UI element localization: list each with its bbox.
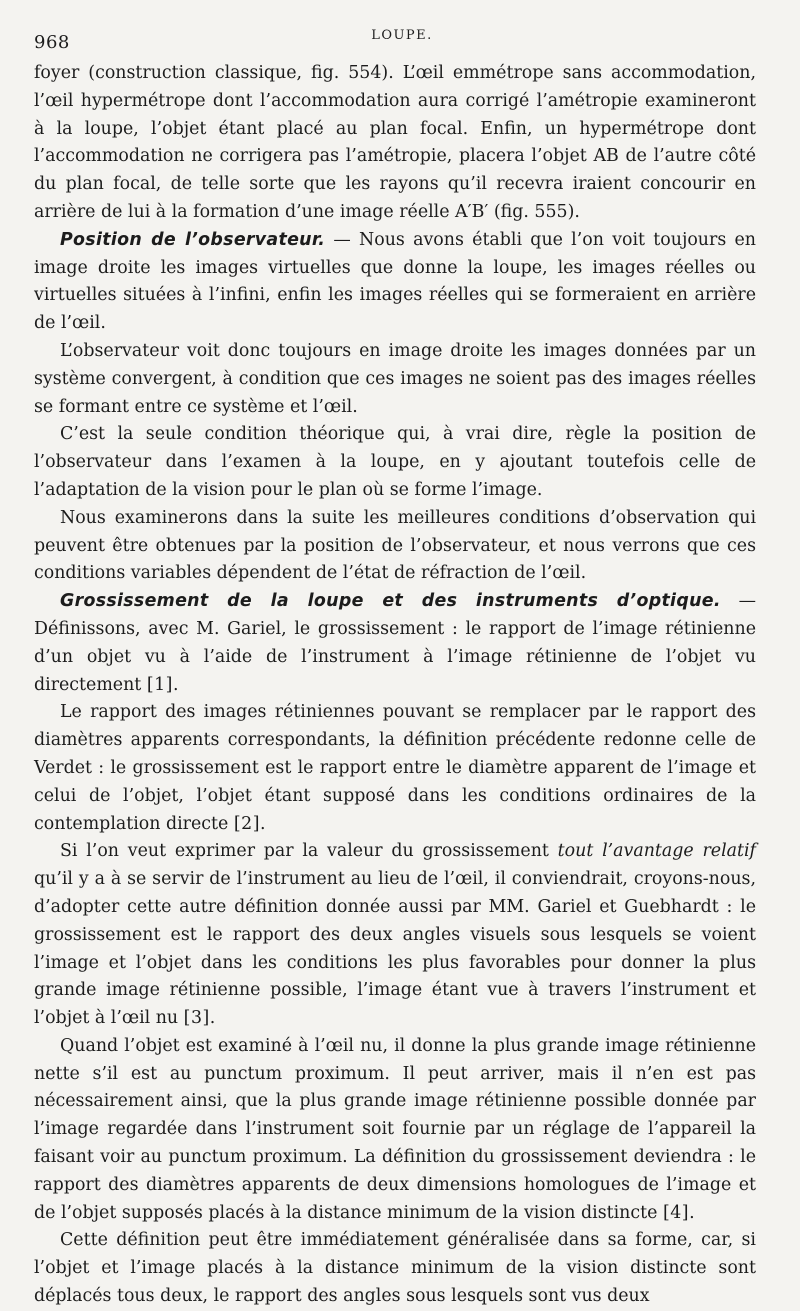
paragraph-text: — Nous avons établi que l’on voit toujours en image droite les images virtuelles que donne la loupe, les images réelles ou virtuelles situées à l’infini, enfin les images réelles qui se formeraient en arrière de l’œil. (34, 229, 756, 334)
paragraph-continued: foyer (construction classique, fig. 554). L’œil emmétrope sans accommodation, l’œil hypermétrope dont l’accommodation aura corrigé l’amétropie examineront à la loupe, l’objet étant placé au plan focal. Enfin, un hypermétrope dont l’accommodation ne corrigera pas l’amétropie, placera l’objet AB de l’autre côté du plan focal, de telle sorte que les rayons qu’il recevra iraient concourir en arrière de lui à la formation d’une image réelle A′B′ (fig. 555). (34, 63, 756, 222)
citation-ref: [1]. (146, 674, 179, 695)
paragraph-text: Si l’on veut exprimer par la valeur du grossissement (60, 841, 558, 862)
paragraph (34, 838, 756, 1033)
paragraph-observer-position (34, 227, 756, 338)
running-title: LOUPE. (371, 28, 433, 43)
page-number: 968 (34, 32, 70, 53)
body-text (34, 60, 756, 1311)
paragraph: L’observateur voit donc toujours en image droite les images données par un système convergent, à condition que ces images ne soient pas des images réelles se formant entre ce système et l’œil. (34, 340, 756, 417)
section-heading-magnification: Grossissement de la loupe et des instruments d’optique. (60, 591, 721, 612)
paragraph-magnification (34, 588, 756, 699)
paragraph-text: — Définissons, avec M. Gariel, le grossissement : le rapport de l’image rétinienne d’un objet vu à l’aide de l’instrument à l’image rétinienne de l’objet vu directement (34, 591, 756, 695)
section-heading-observer-position: Position de l’observateur. (60, 229, 326, 250)
paragraph-text: Le rapport des images rétiniennes pouvant se remplacer par le rapport des diamètres apparents correspondants, la définition précédente redonne celle de Verdet : le grossissement est le rapport entre le diamètre apparent de l’image et celui de l’objet, l’objet étant supposé dans les conditions ordinaires de la contemplation directe (34, 702, 756, 834)
emphasis-text: tout l’avantage relatif (557, 841, 756, 862)
paragraph: Cette définition peut être immédiatement généralisée dans sa forme, car, si l’objet et l’image placés à la distance minimum de la vision distincte sont déplacés tous deux, le rapport des angles sous lesquels sont vus deux (34, 1230, 756, 1307)
paragraph: Nous examinerons dans la suite les meilleures conditions d’observation qui peuvent être obtenues par la position de l’observateur, et nous verrons que ces conditions variables dépendent de l’état de réfraction de l’œil. (34, 507, 756, 584)
paragraph: C’est la seule condition théorique qui, à vrai dire, règle la position de l’observateur dans l’examen à la loupe, en y ajoutant toutefois celle de l’adaptation de la vision pour le plan où se forme l’image. (34, 424, 756, 500)
paragraph-text: Quand l’objet est examiné à l’œil nu, il donne la plus grande image rétinienne nette s’il est au punctum proximum. Il peut arriver, mais il n’en est pas nécessairement ainsi, que la plus grande image rétinienne possible donnée par l’image regardée dans l’instrument soit fournie par un réglage de l’appareil la faisant voir au punctum proximum. La définition du grossissement deviendra : le rapport des diamètres apparents de deux dimensions homologues de l’image et de l’objet supposés placés à la distance minimum de la vision distincte (34, 1035, 756, 1223)
citation-ref: [4]. (662, 1202, 696, 1223)
citation-ref: [2]. (233, 813, 267, 834)
paragraph-text: qu’il y a à se servir de l’instrument au lieu de l’œil, il conviendrait, croyons-nous, d’adopter cette autre définition donnée aussi par MM. Gariel et Guebhardt : le grossissement est le rapport des deux angles visuels sous lesquels se voient l’image et l’objet dans les conditions les plus favorables pour donner la plus grande image rétinienne possible, l’image étant vue à travers l’instrument et l’objet à l’œil nu (34, 869, 756, 1029)
paragraph (34, 1033, 756, 1228)
page-header (34, 26, 770, 56)
citation-ref: [3]. (183, 1008, 216, 1029)
paragraph (34, 699, 756, 838)
